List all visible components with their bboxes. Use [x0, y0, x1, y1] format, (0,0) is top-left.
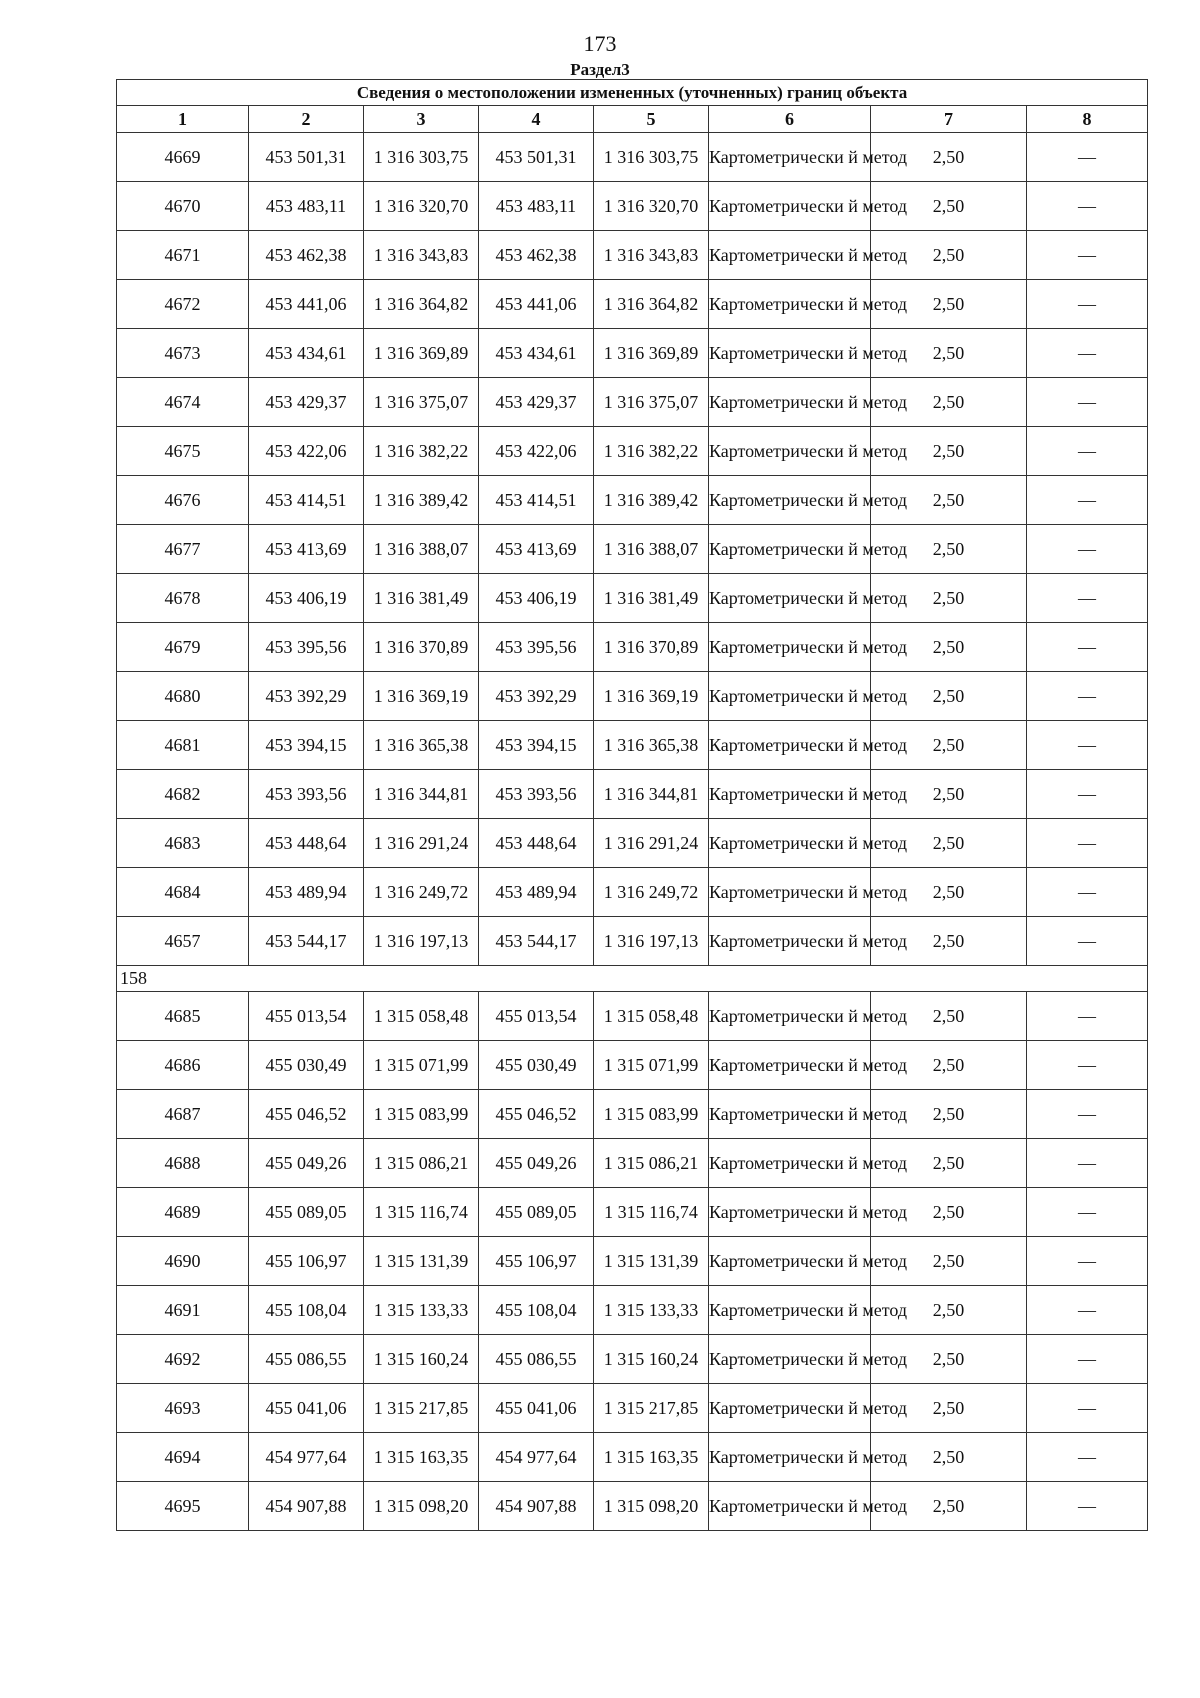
cell-col-3: 1 316 375,07	[364, 378, 479, 427]
group-label: 158	[117, 966, 1148, 992]
cell-col-8: —	[1027, 917, 1148, 966]
cell-col-4: 453 414,51	[479, 476, 594, 525]
cell-col-2: 455 049,26	[249, 1139, 364, 1188]
column-number-7: 7	[871, 106, 1027, 133]
cell-col-3: 1 315 163,35	[364, 1433, 479, 1482]
table-row	[117, 1286, 1148, 1335]
cell-col-7: 2,50	[871, 623, 1027, 672]
cell-col-8: —	[1027, 574, 1148, 623]
cell-col-3: 1 316 382,22	[364, 427, 479, 476]
cell-col-2: 453 462,38	[249, 231, 364, 280]
cell-col-8: —	[1027, 133, 1148, 182]
cell-col-8: —	[1027, 672, 1148, 721]
cell-col-3: 1 316 365,38	[364, 721, 479, 770]
cell-col-4: 455 046,52	[479, 1090, 594, 1139]
cell-col-4: 453 395,56	[479, 623, 594, 672]
cell-col-4: 454 977,64	[479, 1433, 594, 1482]
cell-col-6: Картометрически й метод	[709, 1286, 871, 1335]
cell-col-6: Картометрически й метод	[709, 574, 871, 623]
cell-col-5: 1 316 197,13	[594, 917, 709, 966]
cell-col-1: 4687	[117, 1090, 249, 1139]
cell-col-8: —	[1027, 525, 1148, 574]
cell-col-1: 4657	[117, 917, 249, 966]
cell-col-3: 1 315 217,85	[364, 1384, 479, 1433]
cell-col-4: 455 086,55	[479, 1335, 594, 1384]
cell-col-6: Картометрически й метод	[709, 1041, 871, 1090]
column-number-6: 6	[709, 106, 871, 133]
cell-col-7: 2,50	[871, 476, 1027, 525]
cell-col-6: Картометрически й метод	[709, 525, 871, 574]
cell-col-2: 453 393,56	[249, 770, 364, 819]
coordinates-table	[116, 79, 1148, 1531]
cell-col-2: 453 392,29	[249, 672, 364, 721]
cell-col-2: 453 441,06	[249, 280, 364, 329]
cell-col-4: 455 049,26	[479, 1139, 594, 1188]
cell-col-5: 1 315 217,85	[594, 1384, 709, 1433]
table-row	[117, 329, 1148, 378]
cell-col-4: 455 013,54	[479, 992, 594, 1041]
section-title: Раздел3	[570, 60, 630, 79]
cell-col-7: 2,50	[871, 1482, 1027, 1531]
cell-col-1: 4685	[117, 992, 249, 1041]
cell-col-1: 4694	[117, 1433, 249, 1482]
cell-col-3: 1 315 133,33	[364, 1286, 479, 1335]
table-row	[117, 819, 1148, 868]
cell-col-8: —	[1027, 1482, 1148, 1531]
cell-col-1: 4695	[117, 1482, 249, 1531]
cell-col-1: 4671	[117, 231, 249, 280]
cell-col-5: 1 316 381,49	[594, 574, 709, 623]
cell-col-1: 4681	[117, 721, 249, 770]
cell-col-8: —	[1027, 1433, 1148, 1482]
cell-col-2: 455 108,04	[249, 1286, 364, 1335]
cell-col-2: 453 544,17	[249, 917, 364, 966]
cell-col-3: 1 316 291,24	[364, 819, 479, 868]
cell-col-7: 2,50	[871, 133, 1027, 182]
cell-col-3: 1 316 364,82	[364, 280, 479, 329]
cell-col-8: —	[1027, 231, 1148, 280]
cell-col-2: 455 046,52	[249, 1090, 364, 1139]
group-label-row	[117, 966, 1148, 992]
cell-col-4: 453 394,15	[479, 721, 594, 770]
cell-col-1: 4690	[117, 1237, 249, 1286]
cell-col-6: Картометрически й метод	[709, 868, 871, 917]
cell-col-8: —	[1027, 1041, 1148, 1090]
cell-col-4: 453 434,61	[479, 329, 594, 378]
cell-col-5: 1 315 058,48	[594, 992, 709, 1041]
table-row	[117, 231, 1148, 280]
cell-col-3: 1 316 369,89	[364, 329, 479, 378]
cell-col-6: Картометрически й метод	[709, 280, 871, 329]
page-number: 173	[583, 31, 617, 56]
cell-col-3: 1 316 343,83	[364, 231, 479, 280]
cell-col-8: —	[1027, 868, 1148, 917]
cell-col-2: 453 394,15	[249, 721, 364, 770]
cell-col-6: Картометрически й метод	[709, 1188, 871, 1237]
cell-col-4: 453 544,17	[479, 917, 594, 966]
cell-col-4: 455 106,97	[479, 1237, 594, 1286]
cell-col-8: —	[1027, 1188, 1148, 1237]
cell-col-3: 1 316 369,19	[364, 672, 479, 721]
cell-col-2: 455 041,06	[249, 1384, 364, 1433]
cell-col-6: Картометрически й метод	[709, 992, 871, 1041]
table-row	[117, 1482, 1148, 1531]
cell-col-2: 453 413,69	[249, 525, 364, 574]
table-body	[117, 133, 1148, 1531]
cell-col-7: 2,50	[871, 770, 1027, 819]
cell-col-4: 453 393,56	[479, 770, 594, 819]
cell-col-7: 2,50	[871, 378, 1027, 427]
table-row	[117, 1090, 1148, 1139]
table-row	[117, 1433, 1148, 1482]
cell-col-8: —	[1027, 623, 1148, 672]
cell-col-4: 453 392,29	[479, 672, 594, 721]
cell-col-7: 2,50	[871, 280, 1027, 329]
cell-col-5: 1 316 382,22	[594, 427, 709, 476]
cell-col-1: 4682	[117, 770, 249, 819]
cell-col-4: 454 907,88	[479, 1482, 594, 1531]
cell-col-8: —	[1027, 378, 1148, 427]
cell-col-7: 2,50	[871, 819, 1027, 868]
cell-col-8: —	[1027, 1090, 1148, 1139]
cell-col-5: 1 316 364,82	[594, 280, 709, 329]
cell-col-6: Картометрически й метод	[709, 1482, 871, 1531]
cell-col-6: Картометрически й метод	[709, 917, 871, 966]
cell-col-4: 453 406,19	[479, 574, 594, 623]
cell-col-6: Картометрически й метод	[709, 770, 871, 819]
cell-col-3: 1 316 320,70	[364, 182, 479, 231]
cell-col-4: 453 429,37	[479, 378, 594, 427]
table-row	[117, 574, 1148, 623]
cell-col-6: Картометрически й метод	[709, 1139, 871, 1188]
cell-col-7: 2,50	[871, 721, 1027, 770]
cell-col-2: 453 489,94	[249, 868, 364, 917]
cell-col-6: Картометрически й метод	[709, 231, 871, 280]
cell-col-7: 2,50	[871, 1384, 1027, 1433]
cell-col-3: 1 316 381,49	[364, 574, 479, 623]
cell-col-8: —	[1027, 182, 1148, 231]
cell-col-1: 4675	[117, 427, 249, 476]
cell-col-1: 4683	[117, 819, 249, 868]
column-number-5: 5	[594, 106, 709, 133]
cell-col-5: 1 316 369,19	[594, 672, 709, 721]
cell-col-6: Картометрически й метод	[709, 1433, 871, 1482]
cell-col-5: 1 316 365,38	[594, 721, 709, 770]
cell-col-8: —	[1027, 992, 1148, 1041]
cell-col-5: 1 316 388,07	[594, 525, 709, 574]
cell-col-2: 453 414,51	[249, 476, 364, 525]
table-row	[117, 623, 1148, 672]
cell-col-2: 453 501,31	[249, 133, 364, 182]
cell-col-5: 1 315 083,99	[594, 1090, 709, 1139]
cell-col-5: 1 316 320,70	[594, 182, 709, 231]
table-row	[117, 1139, 1148, 1188]
cell-col-6: Картометрически й метод	[709, 623, 871, 672]
cell-col-7: 2,50	[871, 1433, 1027, 1482]
cell-col-5: 1 315 131,39	[594, 1237, 709, 1286]
cell-col-5: 1 315 163,35	[594, 1433, 709, 1482]
cell-col-8: —	[1027, 476, 1148, 525]
cell-col-5: 1 315 116,74	[594, 1188, 709, 1237]
cell-col-3: 1 316 388,07	[364, 525, 479, 574]
cell-col-1: 4686	[117, 1041, 249, 1090]
table-row	[117, 427, 1148, 476]
table-row	[117, 917, 1148, 966]
cell-col-5: 1 315 133,33	[594, 1286, 709, 1335]
cell-col-2: 453 422,06	[249, 427, 364, 476]
cell-col-6: Картометрически й метод	[709, 819, 871, 868]
cell-col-6: Картометрически й метод	[709, 1237, 871, 1286]
cell-col-7: 2,50	[871, 231, 1027, 280]
table-row	[117, 1188, 1148, 1237]
cell-col-5: 1 316 370,89	[594, 623, 709, 672]
cell-col-8: —	[1027, 1286, 1148, 1335]
cell-col-4: 453 501,31	[479, 133, 594, 182]
cell-col-5: 1 315 098,20	[594, 1482, 709, 1531]
cell-col-7: 2,50	[871, 1237, 1027, 1286]
table-row	[117, 476, 1148, 525]
cell-col-3: 1 315 086,21	[364, 1139, 479, 1188]
cell-col-6: Картометрически й метод	[709, 721, 871, 770]
cell-col-6: Картометрически й метод	[709, 1090, 871, 1139]
cell-col-8: —	[1027, 280, 1148, 329]
cell-col-7: 2,50	[871, 329, 1027, 378]
column-number-row	[117, 106, 1148, 133]
cell-col-8: —	[1027, 721, 1148, 770]
cell-col-7: 2,50	[871, 672, 1027, 721]
cell-col-8: —	[1027, 329, 1148, 378]
cell-col-5: 1 316 291,24	[594, 819, 709, 868]
cell-col-1: 4670	[117, 182, 249, 231]
cell-col-1: 4688	[117, 1139, 249, 1188]
cell-col-6: Картометрически й метод	[709, 476, 871, 525]
cell-col-4: 455 089,05	[479, 1188, 594, 1237]
column-number-2: 2	[249, 106, 364, 133]
cell-col-2: 453 395,56	[249, 623, 364, 672]
cell-col-6: Картометрически й метод	[709, 672, 871, 721]
cell-col-2: 453 434,61	[249, 329, 364, 378]
table-row	[117, 770, 1148, 819]
column-number-3: 3	[364, 106, 479, 133]
cell-col-3: 1 316 344,81	[364, 770, 479, 819]
cell-col-4: 453 448,64	[479, 819, 594, 868]
cell-col-7: 2,50	[871, 182, 1027, 231]
cell-col-7: 2,50	[871, 1335, 1027, 1384]
cell-col-2: 453 406,19	[249, 574, 364, 623]
cell-col-7: 2,50	[871, 992, 1027, 1041]
cell-col-6: Картометрически й метод	[709, 378, 871, 427]
cell-col-2: 455 086,55	[249, 1335, 364, 1384]
table-row	[117, 378, 1148, 427]
cell-col-7: 2,50	[871, 427, 1027, 476]
cell-col-3: 1 316 197,13	[364, 917, 479, 966]
table-row	[117, 868, 1148, 917]
cell-col-3: 1 316 370,89	[364, 623, 479, 672]
cell-col-1: 4693	[117, 1384, 249, 1433]
cell-col-4: 455 030,49	[479, 1041, 594, 1090]
cell-col-5: 1 316 343,83	[594, 231, 709, 280]
cell-col-2: 455 089,05	[249, 1188, 364, 1237]
cell-col-1: 4672	[117, 280, 249, 329]
cell-col-6: Картометрически й метод	[709, 427, 871, 476]
cell-col-7: 2,50	[871, 1041, 1027, 1090]
cell-col-3: 1 316 389,42	[364, 476, 479, 525]
cell-col-6: Картометрически й метод	[709, 1335, 871, 1384]
cell-col-1: 4678	[117, 574, 249, 623]
cell-col-6: Картометрически й метод	[709, 133, 871, 182]
cell-col-5: 1 316 303,75	[594, 133, 709, 182]
cell-col-7: 2,50	[871, 1188, 1027, 1237]
cell-col-2: 453 483,11	[249, 182, 364, 231]
cell-col-3: 1 315 116,74	[364, 1188, 479, 1237]
cell-col-3: 1 315 071,99	[364, 1041, 479, 1090]
cell-col-3: 1 315 098,20	[364, 1482, 479, 1531]
cell-col-2: 454 977,64	[249, 1433, 364, 1482]
cell-col-8: —	[1027, 1237, 1148, 1286]
table-row	[117, 525, 1148, 574]
cell-col-5: 1 316 389,42	[594, 476, 709, 525]
cell-col-5: 1 316 375,07	[594, 378, 709, 427]
cell-col-4: 453 422,06	[479, 427, 594, 476]
cell-col-1: 4669	[117, 133, 249, 182]
cell-col-8: —	[1027, 770, 1148, 819]
cell-col-7: 2,50	[871, 868, 1027, 917]
cell-col-1: 4684	[117, 868, 249, 917]
cell-col-4: 453 413,69	[479, 525, 594, 574]
cell-col-1: 4691	[117, 1286, 249, 1335]
cell-col-3: 1 315 058,48	[364, 992, 479, 1041]
table-row	[117, 1384, 1148, 1433]
cell-col-6: Картометрически й метод	[709, 1384, 871, 1433]
cell-col-8: —	[1027, 1335, 1148, 1384]
cell-col-3: 1 316 249,72	[364, 868, 479, 917]
cell-col-4: 453 483,11	[479, 182, 594, 231]
cell-col-3: 1 315 160,24	[364, 1335, 479, 1384]
cell-col-4: 455 041,06	[479, 1384, 594, 1433]
cell-col-8: —	[1027, 819, 1148, 868]
cell-col-1: 4692	[117, 1335, 249, 1384]
cell-col-4: 453 489,94	[479, 868, 594, 917]
column-number-4: 4	[479, 106, 594, 133]
cell-col-2: 455 030,49	[249, 1041, 364, 1090]
cell-col-7: 2,50	[871, 525, 1027, 574]
cell-col-1: 4676	[117, 476, 249, 525]
column-number-8: 8	[1027, 106, 1148, 133]
table-row	[117, 672, 1148, 721]
cell-col-5: 1 315 086,21	[594, 1139, 709, 1188]
cell-col-3: 1 315 131,39	[364, 1237, 479, 1286]
cell-col-6: Картометрически й метод	[709, 329, 871, 378]
table-row	[117, 1041, 1148, 1090]
cell-col-7: 2,50	[871, 1286, 1027, 1335]
cell-col-1: 4689	[117, 1188, 249, 1237]
cell-col-1: 4673	[117, 329, 249, 378]
table-caption: Сведения о местоположении измененных (уточненных) границ объекта	[117, 80, 1148, 106]
cell-col-2: 453 448,64	[249, 819, 364, 868]
cell-col-4: 455 108,04	[479, 1286, 594, 1335]
cell-col-8: —	[1027, 1139, 1148, 1188]
cell-col-3: 1 316 303,75	[364, 133, 479, 182]
cell-col-5: 1 316 249,72	[594, 868, 709, 917]
column-number-1: 1	[117, 106, 249, 133]
cell-col-5: 1 315 071,99	[594, 1041, 709, 1090]
table-row	[117, 1335, 1148, 1384]
cell-col-2: 455 106,97	[249, 1237, 364, 1286]
cell-col-1: 4679	[117, 623, 249, 672]
cell-col-7: 2,50	[871, 917, 1027, 966]
table-row	[117, 721, 1148, 770]
cell-col-2: 453 429,37	[249, 378, 364, 427]
cell-col-4: 453 441,06	[479, 280, 594, 329]
cell-col-7: 2,50	[871, 574, 1027, 623]
cell-col-2: 455 013,54	[249, 992, 364, 1041]
cell-col-1: 4674	[117, 378, 249, 427]
cell-col-7: 2,50	[871, 1139, 1027, 1188]
table-row	[117, 1237, 1148, 1286]
cell-col-6: Картометрически й метод	[709, 182, 871, 231]
table-row	[117, 133, 1148, 182]
table-row	[117, 280, 1148, 329]
cell-col-3: 1 315 083,99	[364, 1090, 479, 1139]
cell-col-4: 453 462,38	[479, 231, 594, 280]
cell-col-8: —	[1027, 427, 1148, 476]
cell-col-5: 1 315 160,24	[594, 1335, 709, 1384]
cell-col-2: 454 907,88	[249, 1482, 364, 1531]
cell-col-1: 4677	[117, 525, 249, 574]
cell-col-1: 4680	[117, 672, 249, 721]
cell-col-8: —	[1027, 1384, 1148, 1433]
cell-col-5: 1 316 369,89	[594, 329, 709, 378]
cell-col-7: 2,50	[871, 1090, 1027, 1139]
table-row	[117, 182, 1148, 231]
table-row	[117, 992, 1148, 1041]
cell-col-5: 1 316 344,81	[594, 770, 709, 819]
